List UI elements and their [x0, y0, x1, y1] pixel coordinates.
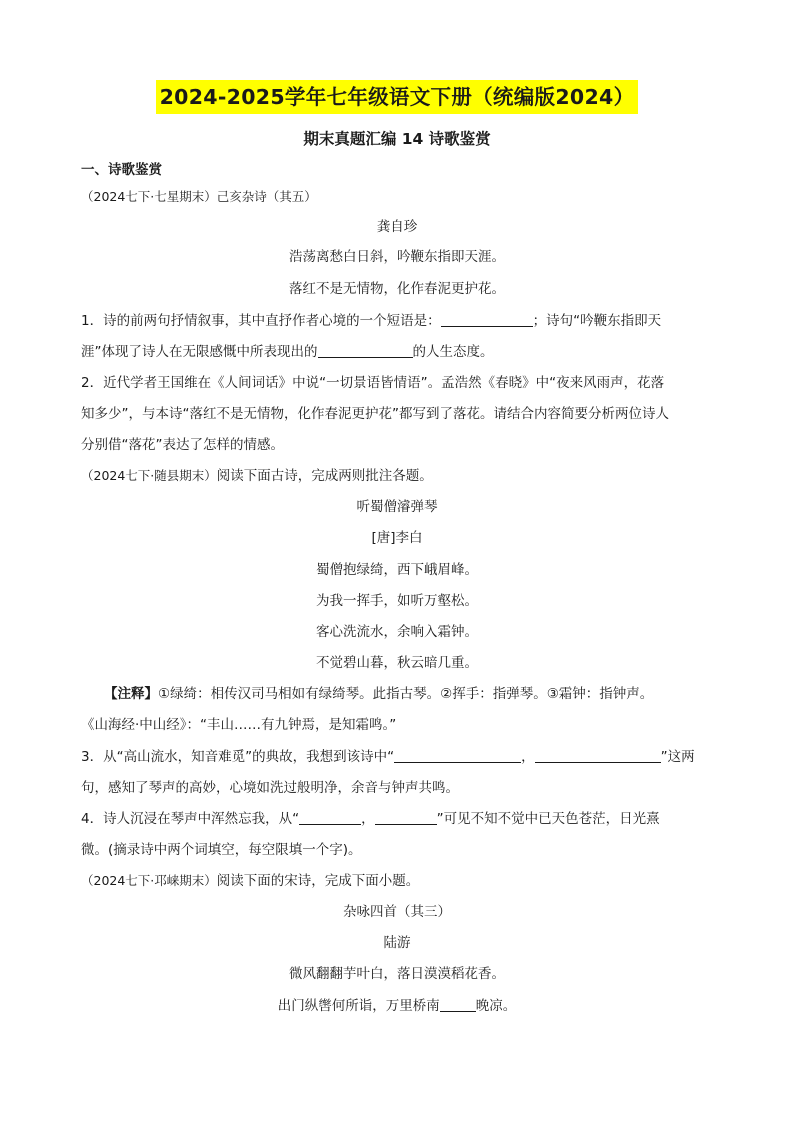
poem3-line-2-text-b: 晚凉。 [475, 998, 517, 1014]
q3-text-b: ， [521, 749, 535, 765]
q1-text-a: 1．诗的前两句抒情叙事，其中直抒作者心境的一个短语是： [81, 313, 441, 329]
q4-text-a: 4．诗人沉浸在琴声中浑然忘我，从“ [81, 811, 300, 827]
page-subtitle: 期末真题汇编 14 诗歌鉴赏 [303, 130, 491, 148]
q1-blank-2[interactable] [318, 342, 413, 358]
question-3-line-2: 句，感知了琴声的高妙，心境如洗过般明净，余音与钟声共鸣。 [81, 780, 459, 796]
poem1-line-1: 浩荡离愁白日斜，吟鞭东指即天涯。 [289, 249, 505, 265]
poem3-title: 杂咏四首（其三） [343, 904, 451, 920]
poem1-author: 龚自珍 [376, 219, 418, 235]
poem2-line-2: 为我一挥手，如听万壑松。 [316, 593, 478, 609]
question-2-line-2: 知多少”，与本诗“落红不是无情物，化作春泥更护花”都写到了落花。请结合内容简要分析两位诗人 [81, 406, 669, 422]
note-label: 【注释】 [104, 686, 158, 702]
poem3-line-2 [0, 996, 794, 1016]
question-2-line-1: 2．近代学者王国维在《人间词话》中说“一切景语皆情语”。孟浩然《春晓》中“夜来风雨声，花落 [81, 375, 665, 391]
q3-text-c: ”这两 [660, 749, 695, 765]
question-4-line-2: 微。(摘录诗中两个词填空，每空限填一个字)。 [81, 842, 362, 858]
q1-text-d: 的人生态度。 [412, 344, 494, 360]
poem3-source [81, 871, 717, 891]
poem3-author: 陆游 [383, 935, 411, 951]
poem3-blank[interactable] [440, 996, 476, 1012]
q3-text-a: 3．从“高山流水，知音难觅”的典故，我想到该诗中“ [81, 749, 395, 765]
q3-blank-1[interactable] [394, 747, 521, 763]
poem2-line-1: 蜀僧抱绿绮，西下峨眉峰。 [316, 562, 478, 578]
q1-text-c: 涯”体现了诗人在无限感慨中所表现出的 [81, 344, 318, 360]
poem2-note-line-1 [104, 684, 740, 704]
q4-blank-1[interactable] [299, 809, 361, 825]
question-1-line-2 [81, 342, 717, 362]
question-1-line-1 [81, 311, 717, 331]
question-4-line-1 [81, 809, 717, 829]
q1-blank-1[interactable] [441, 311, 533, 327]
question-3-line-1 [81, 747, 717, 767]
poem2-author: [唐]李白 [371, 530, 423, 546]
poem2-source-suffix: 阅读下面古诗，完成两则批注各题。 [216, 468, 433, 484]
poem2-source [81, 466, 717, 486]
poem3-line-2-text-a: 出门纵辔何所诣，万里桥南 [277, 998, 440, 1014]
q4-text-b: ， [361, 811, 375, 827]
note-text: ①绿绮：相传汉司马相如有绿绮琴。此指古琴。②挥手：指弹琴。③霜钟：指钟声。 [158, 686, 654, 702]
q4-text-c: ”可见不知不觉中已天色苍茫，日光熹 [436, 811, 660, 827]
q4-blank-2[interactable] [375, 809, 437, 825]
title-wrap [0, 80, 794, 114]
poem2-line-4: 不觉碧山暮，秋云暗几重。 [316, 655, 478, 671]
poem2-line-3: 客心洗流水，余响入霜钟。 [316, 624, 478, 640]
poem1-line-2: 落红不是无情物，化作春泥更护花。 [289, 281, 505, 297]
poem3-source-suffix: 阅读下面的宋诗，完成下面小题。 [216, 873, 420, 889]
poem3-source-prefix: （2024七下·邛崃期末） [81, 873, 217, 888]
poem2-note-line-2: 《山海经·中山经》：“丰山……有九钟焉，是知霜鸣。” [81, 717, 397, 733]
page-title: 2024-2025学年七年级语文下册（统编版2024） [156, 80, 639, 114]
poem3-line-1: 微风翻翻芋叶白，落日漠漠稻花香。 [289, 966, 505, 982]
question-2-line-3: 分别借“落花”表达了怎样的情感。 [81, 437, 284, 453]
poem2-title: 听蜀僧濬弹琴 [356, 499, 438, 515]
q3-blank-2[interactable] [535, 747, 661, 763]
q1-text-b: ；诗句“吟鞭东指即天 [532, 313, 662, 329]
poem2-source-prefix: （2024七下·随县期末） [81, 468, 217, 483]
poem1-source: （2024七下·七星期末）己亥杂诗（其五） [81, 189, 317, 204]
section-heading: 一、诗歌鉴赏 [81, 162, 162, 178]
